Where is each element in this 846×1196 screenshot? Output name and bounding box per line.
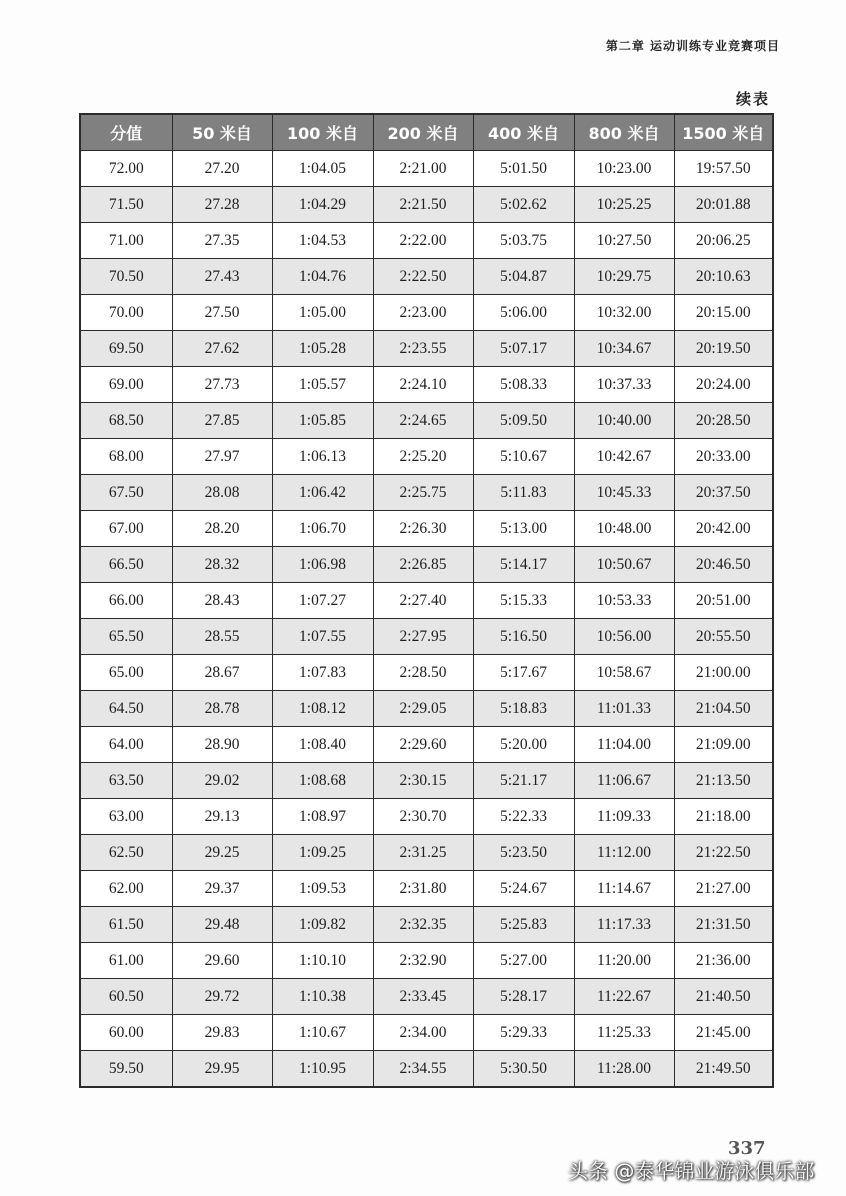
table-cell: 65.50: [80, 619, 172, 655]
table-cell: 27.20: [172, 151, 272, 187]
table-cell: 1:08.40: [272, 727, 373, 763]
table-cell: 29.48: [172, 907, 272, 943]
table-cell: 2:34.00: [373, 1015, 473, 1051]
table-cell: 21:49.50: [674, 1051, 773, 1088]
column-header-1500-free: 1500 米自: [674, 114, 773, 151]
table-cell: 28.78: [172, 691, 272, 727]
table-cell: 28.20: [172, 511, 272, 547]
table-cell: 69.50: [80, 331, 172, 367]
table-cell: 11:28.00: [574, 1051, 674, 1088]
table-cell: 20:37.50: [674, 475, 773, 511]
table-cell: 2:26.30: [373, 511, 473, 547]
table-cell: 5:21.17: [473, 763, 574, 799]
table-cell: 10:23.00: [574, 151, 674, 187]
table-cell: 2:31.25: [373, 835, 473, 871]
table-cell: 5:11.83: [473, 475, 574, 511]
table-cell: 1:10.95: [272, 1051, 373, 1088]
table-cell: 28.32: [172, 547, 272, 583]
table-cell: 69.00: [80, 367, 172, 403]
table-cell: 27.43: [172, 259, 272, 295]
table-cell: 2:25.75: [373, 475, 473, 511]
table-row: [80, 799, 773, 835]
table-cell: 2:22.00: [373, 223, 473, 259]
table-row: [80, 187, 773, 223]
table-cell: 20:10.63: [674, 259, 773, 295]
table-row: [80, 943, 773, 979]
table-cell: 65.00: [80, 655, 172, 691]
table-cell: 2:30.15: [373, 763, 473, 799]
table-cell: 5:02.62: [473, 187, 574, 223]
table-row: [80, 871, 773, 907]
table-cell: 2:27.95: [373, 619, 473, 655]
table-cell: 70.50: [80, 259, 172, 295]
table-cell: 1:07.55: [272, 619, 373, 655]
table-cell: 2:34.55: [373, 1051, 473, 1088]
table-cell: 20:51.00: [674, 583, 773, 619]
table-cell: 21:31.50: [674, 907, 773, 943]
running-head: 第二章 运动训练专业竞赛项目: [605, 39, 780, 53]
table-row: [80, 475, 773, 511]
table-cell: 28.55: [172, 619, 272, 655]
table-cell: 5:04.87: [473, 259, 574, 295]
table-cell: 1:05.85: [272, 403, 373, 439]
table-cell: 2:27.40: [373, 583, 473, 619]
table-cell: 21:13.50: [674, 763, 773, 799]
table-cell: 5:18.83: [473, 691, 574, 727]
table-cell: 71.50: [80, 187, 172, 223]
table-cell: 2:22.50: [373, 259, 473, 295]
table-cell: 1:08.97: [272, 799, 373, 835]
table-cell: 2:31.80: [373, 871, 473, 907]
table-cell: 72.00: [80, 151, 172, 187]
table-cell: 10:25.25: [574, 187, 674, 223]
table-cell: 70.00: [80, 295, 172, 331]
table-cell: 27.73: [172, 367, 272, 403]
table-cell: 2:29.05: [373, 691, 473, 727]
table-header-row: [80, 114, 773, 151]
table-cell: 2:33.45: [373, 979, 473, 1015]
table-cell: 60.50: [80, 979, 172, 1015]
table-cell: 27.62: [172, 331, 272, 367]
table-row: [80, 727, 773, 763]
table-cell: 11:12.00: [574, 835, 674, 871]
table-cell: 28.90: [172, 727, 272, 763]
table-cell: 10:56.00: [574, 619, 674, 655]
table-cell: 21:45.00: [674, 1015, 773, 1051]
table-cell: 2:25.20: [373, 439, 473, 475]
table-cell: 5:09.50: [473, 403, 574, 439]
table-cell: 66.00: [80, 583, 172, 619]
table-cell: 1:04.53: [272, 223, 373, 259]
table-cell: 1:10.67: [272, 1015, 373, 1051]
table-cell: 10:34.67: [574, 331, 674, 367]
table-row: [80, 151, 773, 187]
table-cell: 5:20.00: [473, 727, 574, 763]
table-cell: 5:06.00: [473, 295, 574, 331]
table-cell: 1:07.83: [272, 655, 373, 691]
table-cell: 20:42.00: [674, 511, 773, 547]
table-cell: 63.00: [80, 799, 172, 835]
table-cell: 60.00: [80, 1015, 172, 1051]
table-cell: 20:28.50: [674, 403, 773, 439]
score-table: [79, 113, 774, 1088]
table-cell: 10:27.50: [574, 223, 674, 259]
table-row: [80, 295, 773, 331]
table-cell: 2:29.60: [373, 727, 473, 763]
table-cell: 5:15.33: [473, 583, 574, 619]
table-cell: 5:01.50: [473, 151, 574, 187]
table-cell: 2:26.85: [373, 547, 473, 583]
table-cell: 1:07.27: [272, 583, 373, 619]
table-cell: 27.50: [172, 295, 272, 331]
table-cell: 29.83: [172, 1015, 272, 1051]
table-cell: 2:21.00: [373, 151, 473, 187]
table-cell: 63.50: [80, 763, 172, 799]
table-body: [80, 151, 773, 1088]
table-row: [80, 403, 773, 439]
table-cell: 1:04.76: [272, 259, 373, 295]
table-cell: 1:06.13: [272, 439, 373, 475]
table-cell: 2:30.70: [373, 799, 473, 835]
table-row: [80, 511, 773, 547]
table-cell: 1:08.12: [272, 691, 373, 727]
table-cell: 27.35: [172, 223, 272, 259]
table-row: [80, 223, 773, 259]
table-cell: 21:09.00: [674, 727, 773, 763]
table-cell: 2:21.50: [373, 187, 473, 223]
table-cell: 29.13: [172, 799, 272, 835]
table-cell: 5:22.33: [473, 799, 574, 835]
table-cell: 21:40.50: [674, 979, 773, 1015]
table-cell: 20:55.50: [674, 619, 773, 655]
table-cell: 64.00: [80, 727, 172, 763]
table-cell: 1:10.10: [272, 943, 373, 979]
table-row: [80, 583, 773, 619]
table-cell: 1:06.42: [272, 475, 373, 511]
table-cell: 29.25: [172, 835, 272, 871]
table-row: [80, 259, 773, 295]
table-cell: 1:09.53: [272, 871, 373, 907]
continued-label: 续表: [735, 90, 770, 108]
table-cell: 28.43: [172, 583, 272, 619]
table-cell: 59.50: [80, 1051, 172, 1088]
table-cell: 5:28.17: [473, 979, 574, 1015]
table-cell: 5:08.33: [473, 367, 574, 403]
table-cell: 10:45.33: [574, 475, 674, 511]
table-row: [80, 547, 773, 583]
table-cell: 66.50: [80, 547, 172, 583]
table-cell: 29.60: [172, 943, 272, 979]
table-cell: 10:29.75: [574, 259, 674, 295]
table-cell: 1:08.68: [272, 763, 373, 799]
table-cell: 29.37: [172, 871, 272, 907]
table-cell: 68.50: [80, 403, 172, 439]
table-cell: 64.50: [80, 691, 172, 727]
column-header-50-free: 50 米自: [172, 114, 272, 151]
table-cell: 2:32.90: [373, 943, 473, 979]
table-cell: 5:25.83: [473, 907, 574, 943]
table-cell: 5:27.00: [473, 943, 574, 979]
table-cell: 19:57.50: [674, 151, 773, 187]
table-cell: 10:50.67: [574, 547, 674, 583]
table-row: [80, 1051, 773, 1088]
table-cell: 27.97: [172, 439, 272, 475]
table-row: [80, 763, 773, 799]
table-cell: 20:46.50: [674, 547, 773, 583]
table-cell: 28.67: [172, 655, 272, 691]
table-cell: 61.50: [80, 907, 172, 943]
table-cell: 21:36.00: [674, 943, 773, 979]
table-cell: 1:10.38: [272, 979, 373, 1015]
table-cell: 5:13.00: [473, 511, 574, 547]
table-cell: 20:19.50: [674, 331, 773, 367]
table-row: [80, 907, 773, 943]
table-cell: 10:48.00: [574, 511, 674, 547]
table-cell: 21:18.00: [674, 799, 773, 835]
table-row: [80, 979, 773, 1015]
page-number: 337: [728, 1138, 766, 1159]
table-cell: 5:24.67: [473, 871, 574, 907]
table-cell: 1:09.25: [272, 835, 373, 871]
table-cell: 11:04.00: [574, 727, 674, 763]
table-row: [80, 691, 773, 727]
column-header-800-free: 800 米自: [574, 114, 674, 151]
table-cell: 67.50: [80, 475, 172, 511]
table-cell: 11:06.67: [574, 763, 674, 799]
table-row: [80, 655, 773, 691]
table-cell: 61.00: [80, 943, 172, 979]
table-cell: 10:37.33: [574, 367, 674, 403]
table-cell: 27.85: [172, 403, 272, 439]
table-cell: 5:23.50: [473, 835, 574, 871]
table-cell: 5:30.50: [473, 1051, 574, 1088]
table-cell: 2:24.65: [373, 403, 473, 439]
table-cell: 11:17.33: [574, 907, 674, 943]
table-cell: 20:15.00: [674, 295, 773, 331]
table-row: [80, 367, 773, 403]
table-cell: 11:01.33: [574, 691, 674, 727]
table-cell: 1:05.00: [272, 295, 373, 331]
table-row: [80, 835, 773, 871]
table-cell: 28.08: [172, 475, 272, 511]
table-cell: 20:24.00: [674, 367, 773, 403]
table-cell: 20:01.88: [674, 187, 773, 223]
table-cell: 11:14.67: [574, 871, 674, 907]
table-cell: 1:04.05: [272, 151, 373, 187]
table-cell: 2:28.50: [373, 655, 473, 691]
table-cell: 5:17.67: [473, 655, 574, 691]
table-cell: 2:24.10: [373, 367, 473, 403]
column-header-100-free: 100 米自: [272, 114, 373, 151]
table-cell: 29.02: [172, 763, 272, 799]
table-cell: 62.50: [80, 835, 172, 871]
table-cell: 68.00: [80, 439, 172, 475]
table-cell: 5:29.33: [473, 1015, 574, 1051]
table-cell: 21:27.00: [674, 871, 773, 907]
table-cell: 20:06.25: [674, 223, 773, 259]
table-cell: 21:00.00: [674, 655, 773, 691]
table-cell: 71.00: [80, 223, 172, 259]
table-cell: 5:14.17: [473, 547, 574, 583]
table-cell: 10:53.33: [574, 583, 674, 619]
table-cell: 29.95: [172, 1051, 272, 1088]
table-cell: 67.00: [80, 511, 172, 547]
table-cell: 11:22.67: [574, 979, 674, 1015]
table-cell: 21:22.50: [674, 835, 773, 871]
table-cell: 10:40.00: [574, 403, 674, 439]
table-cell: 21:04.50: [674, 691, 773, 727]
table-cell: 11:25.33: [574, 1015, 674, 1051]
table-cell: 2:32.35: [373, 907, 473, 943]
table-cell: 62.00: [80, 871, 172, 907]
table-cell: 11:09.33: [574, 799, 674, 835]
table-cell: 11:20.00: [574, 943, 674, 979]
table-cell: 2:23.55: [373, 331, 473, 367]
table-cell: 29.72: [172, 979, 272, 1015]
column-header-400-free: 400 米自: [473, 114, 574, 151]
table-row: [80, 439, 773, 475]
table-cell: 27.28: [172, 187, 272, 223]
table-cell: 1:05.57: [272, 367, 373, 403]
table-cell: 1:04.29: [272, 187, 373, 223]
column-header-200-free: 200 米自: [373, 114, 473, 151]
table-cell: 5:03.75: [473, 223, 574, 259]
table-cell: 10:32.00: [574, 295, 674, 331]
table-cell: 1:06.98: [272, 547, 373, 583]
table-cell: 10:42.67: [574, 439, 674, 475]
table-cell: 5:07.17: [473, 331, 574, 367]
table-cell: 10:58.67: [574, 655, 674, 691]
table-cell: 5:10.67: [473, 439, 574, 475]
table-cell: 1:09.82: [272, 907, 373, 943]
table-row: [80, 619, 773, 655]
table-cell: 1:06.70: [272, 511, 373, 547]
table-cell: 5:16.50: [473, 619, 574, 655]
table-row: [80, 1015, 773, 1051]
table-cell: 2:23.00: [373, 295, 473, 331]
column-header-score: 分值: [80, 114, 172, 151]
table-cell: 20:33.00: [674, 439, 773, 475]
watermark: 头条 @泰华锦业游泳俱乐部: [568, 1159, 815, 1183]
table-row: [80, 331, 773, 367]
table-cell: 1:05.28: [272, 331, 373, 367]
